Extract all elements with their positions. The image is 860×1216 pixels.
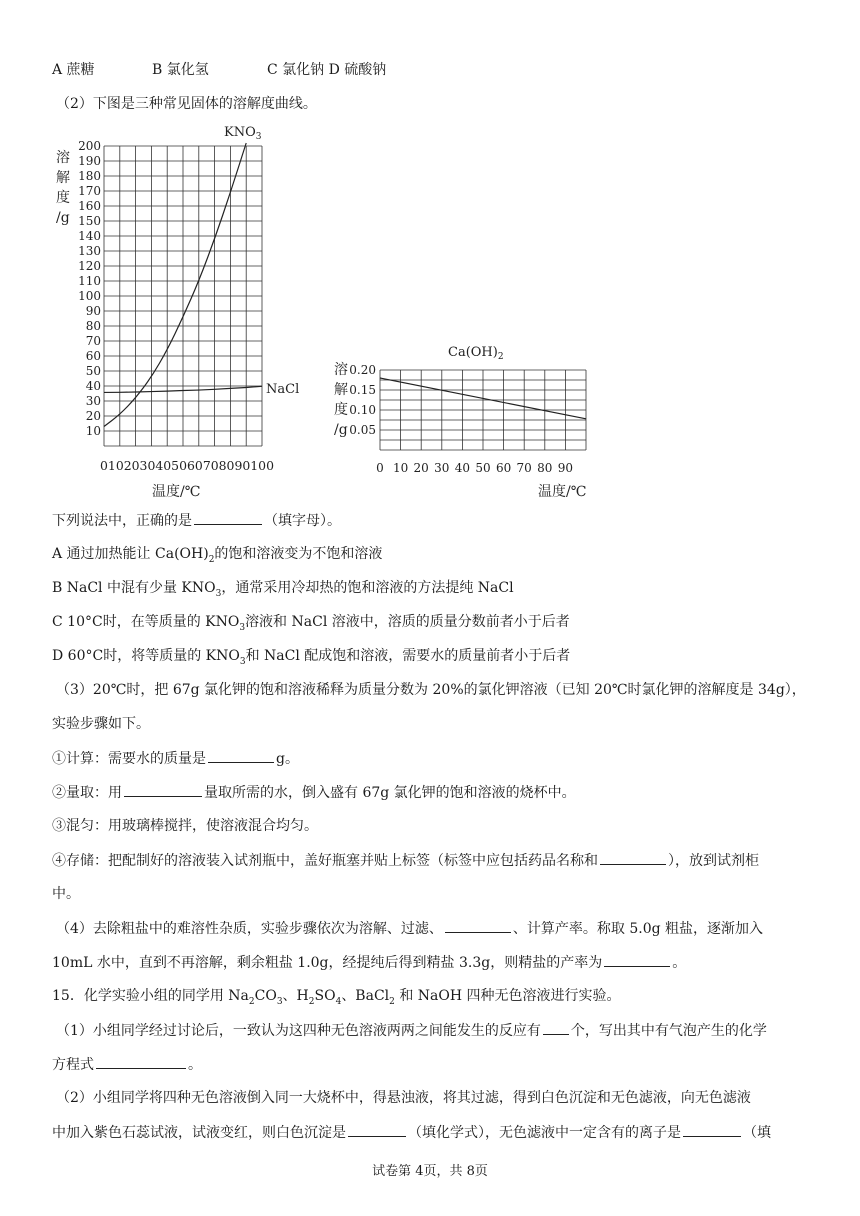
q14-3-step2: ②量取：用 量取所需的水，倒入盛有 67g 氯化钾的饱和溶液的烧杯中。	[52, 782, 576, 803]
x-tick-label: 60	[495, 461, 512, 475]
solubility-chart-kno3-nacl	[52, 120, 312, 500]
y-axis-label: 度	[56, 190, 70, 206]
y-tick-label: 110	[78, 274, 101, 288]
answer-blank[interactable]	[348, 1122, 406, 1137]
y-tick-label: 120	[78, 259, 101, 273]
q14-3-step4: ④存储：把配制好的溶液装入试剂瓶中，盖好瓶塞并贴上标签（标签中应包括药品名称和 ），放到试剂柜	[52, 850, 759, 871]
y-axis-label: 度	[334, 402, 348, 418]
x-tick-label: 90	[557, 461, 574, 475]
page-footer: 试卷第 4页，共 8页	[372, 1164, 488, 1179]
y-tick-label: 160	[78, 199, 101, 213]
y-axis-label: 溶	[56, 150, 70, 166]
y-tick-label: 200	[78, 139, 101, 153]
y-axis-label: 解	[334, 382, 348, 398]
y-tick-label: 90	[85, 304, 101, 318]
q15-part1-cont: 方程式 。	[52, 1054, 202, 1075]
q15-part2-line2: 中加入紫色石蕊试液，试液变红，则白色沉淀是 （填化学式），无色滤液中一定含有的离子是 （填	[52, 1122, 771, 1143]
y-axis-label: /g	[56, 210, 70, 226]
q15-part1: （1）小组同学经过讨论后，一致认为这四种无色溶液两两之间能发生的反应有 个，写出其中有气泡产生的化学	[56, 1020, 767, 1041]
answer-blank[interactable]	[445, 918, 511, 933]
q14-4-line1: （4）去除粗盐中的难溶性杂质，实验步骤依次为溶解、过滤、 、计算产率。称取 5.0g 粗盐，逐渐加入	[56, 918, 763, 939]
q14-2-option-b: B NaCl 中混有少量 $KNO_3$，通常采用冷却热的饱和溶液的方法提纯 NaCl	[52, 580, 514, 599]
x-tick-label: 30	[434, 461, 450, 475]
option-a: A 蔗糖	[52, 62, 95, 78]
y-tick-label: 0.05	[349, 423, 376, 437]
x-tick-label: 40	[454, 461, 471, 475]
option-c: C 氯化钠	[267, 62, 325, 78]
y-tick-label: 30	[85, 394, 101, 408]
q14-2-prompt: 下列说法中，正确的是 （填字母）。	[52, 510, 341, 531]
x-tick-label: 20	[413, 461, 429, 475]
x-axis-label: 温度/℃	[538, 484, 587, 500]
y-tick-label: 180	[78, 169, 101, 183]
q14-3-step1: ①计算：需要水的质量是 g。	[52, 748, 299, 769]
x-tick-labels: 0102030405060708090100	[100, 459, 274, 473]
solubility-chart-caoh2	[330, 338, 600, 500]
q14-3-step4-cont: 中。	[52, 886, 80, 902]
answer-blank[interactable]	[600, 850, 666, 865]
y-tick-label: 140	[78, 229, 101, 243]
answer-blank[interactable]	[194, 510, 262, 525]
y-tick-label: 170	[78, 184, 101, 198]
y-tick-label: 70	[85, 334, 101, 348]
x-tick-label: 80	[537, 461, 553, 475]
answer-blank[interactable]	[683, 1122, 741, 1137]
y-tick-label: 130	[78, 244, 101, 258]
y-axis-label: /g	[334, 422, 348, 438]
y-axis-label: 溶	[334, 362, 348, 378]
answer-blank[interactable]	[543, 1020, 569, 1035]
q14-2-option-c: C 10°C时，在等质量的 $KNO_3$溶液和 NaCl 溶液中，溶质的质量分数前者小于后者	[52, 614, 570, 633]
answer-blank[interactable]	[208, 748, 274, 763]
series-kno3-line	[104, 143, 246, 427]
y-tick-label: 80	[85, 319, 101, 333]
q14-4-line2: 10mL 水中，直到不再溶解，剩余粗盐 1.0g，经提纯后得到精盐 3.3g，则精盐的产率为 。	[52, 952, 686, 973]
q14-3-step3: ③混匀：用玻璃棒搅拌，使溶液混合均匀。	[52, 818, 318, 834]
series-label-nacl: NaCl	[266, 382, 300, 397]
y-tick-label: 190	[78, 154, 101, 168]
prev-question-options	[52, 60, 386, 80]
answer-blank[interactable]	[604, 952, 670, 967]
answer-blank[interactable]	[124, 782, 202, 797]
q14-3-line2: 实验步骤如下。	[52, 716, 150, 732]
q15-part2-line1: （2）小组同学将四种无色溶液倒入同一大烧杯中，得悬浊液，将其过滤，得到白色沉淀和无色滤液，向无色滤液	[56, 1090, 751, 1106]
x-axis-label: 温度/℃	[152, 484, 201, 500]
q14-2-option-d: D 60°C时，将等质量的 $KNO_3$和 NaCl 配成饱和溶液，需要水的质量前者小于后者	[52, 648, 571, 667]
x-tick-label: 0	[376, 461, 384, 475]
y-axis-label: 解	[56, 170, 70, 186]
y-tick-label: 50	[85, 364, 101, 378]
y-tick-label: 60	[85, 349, 101, 363]
x-tick-label: 10	[392, 461, 409, 475]
y-tick-label: 150	[78, 214, 101, 228]
y-tick-label: 0.20	[349, 363, 376, 377]
option-d: D 硫酸钠	[328, 62, 387, 78]
q15-stem: 15．化学实验小组的同学用 $Na_2CO_3$、$H_2SO_4$、BaCl$_2$ 和 NaOH 四种无色溶液进行实验。	[52, 988, 621, 1007]
y-tick-label: 20	[85, 409, 101, 423]
answer-blank[interactable]	[96, 1054, 186, 1069]
q14-2-option-a: A 通过加热能让 $Ca(OH)_2$的饱和溶液变为不饱和溶液	[52, 546, 383, 565]
q14-2-intro: （2）下图是三种常见固体的溶解度曲线。	[56, 96, 317, 112]
x-tick-label: 50	[475, 461, 491, 475]
series-label-kno3: $KNO_3$	[224, 125, 262, 142]
option-b: B 氯化氢	[152, 62, 209, 78]
y-tick-label: 0.15	[349, 383, 376, 397]
y-tick-label: 100	[78, 289, 101, 303]
series-label-caoh2: $Ca(OH)_2$	[448, 345, 504, 362]
y-tick-label: 0.10	[349, 403, 376, 417]
y-tick-label: 10	[85, 424, 101, 438]
q14-3-line1: （3）20℃时，把 67g 氯化钾的饱和溶液稀释为质量分数为 20%的氯化钾溶液（已知 20℃时氯化钾的溶解度是 34g），	[56, 682, 806, 698]
x-tick-label: 70	[516, 461, 532, 475]
y-tick-label: 40	[85, 379, 101, 393]
